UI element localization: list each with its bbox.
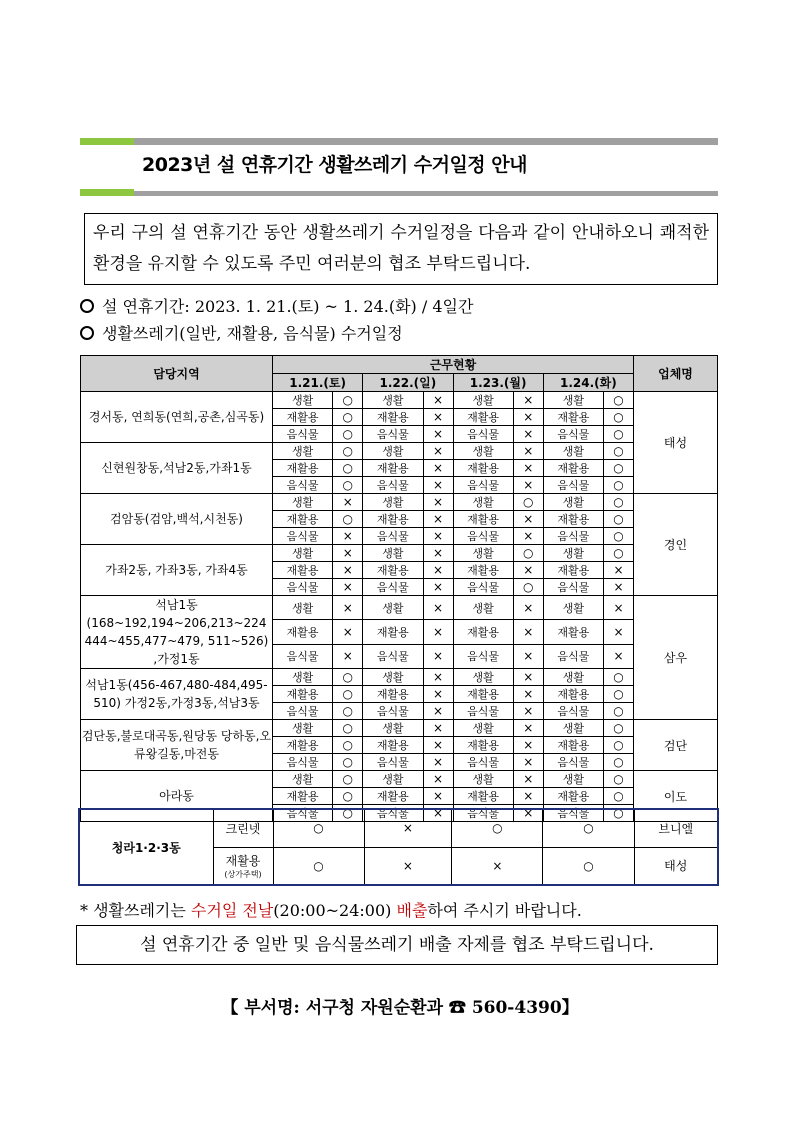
cheongna-mark: ○ xyxy=(452,809,543,847)
collection-mark: ○ xyxy=(333,443,363,460)
collection-mark: ○ xyxy=(333,409,363,426)
waste-type: 생활 xyxy=(273,443,333,460)
waste-type: 음식물 xyxy=(543,703,603,720)
collection-mark: ○ xyxy=(333,703,363,720)
collection-mark: × xyxy=(423,669,453,686)
collection-mark: ○ xyxy=(604,720,634,737)
waste-type: 생활 xyxy=(543,545,603,562)
collection-mark: ○ xyxy=(333,426,363,443)
waste-type: 음식물 xyxy=(363,703,423,720)
waste-type: 생활 xyxy=(453,443,513,460)
collection-mark: × xyxy=(333,528,363,545)
waste-type: 재활용 xyxy=(273,788,333,805)
intro-box: 우리 구의 설 연휴기간 동안 생활쓰레기 수거일정을 다음과 같이 안내하오니 쾌적한 환경을 유지할 수 있도록 주민 여러분의 협조 부탁드립니다. xyxy=(84,213,718,285)
waste-type: 음식물 xyxy=(543,805,603,822)
collection-mark: × xyxy=(423,443,453,460)
waste-type: 음식물 xyxy=(273,805,333,822)
waste-type: 음식물 xyxy=(273,644,333,668)
collection-mark: ○ xyxy=(604,805,634,822)
collection-mark: × xyxy=(513,562,543,579)
collection-mark: × xyxy=(513,771,543,788)
waste-type: 생활 xyxy=(363,771,423,788)
collection-mark: ○ xyxy=(604,409,634,426)
waste-type: 생활 xyxy=(543,596,603,620)
title-green-accent-bottom xyxy=(80,189,134,196)
header-area: 담당지역 xyxy=(81,356,273,392)
note-highlight-dispose: 배출 xyxy=(396,901,428,920)
title-top-bar xyxy=(80,138,718,145)
area-name: 석남1동(456-467,480-484,495-510) 가정2동,가정3동,석남3동 xyxy=(81,669,273,720)
waste-type: 재활용 xyxy=(363,562,423,579)
waste-type: 음식물 xyxy=(453,644,513,668)
company-name: 검단 xyxy=(634,720,718,771)
collection-mark: × xyxy=(513,720,543,737)
waste-type: 재활용 xyxy=(543,409,603,426)
cheongna-area: 청라1·2·3동 xyxy=(79,809,213,885)
collection-mark: ○ xyxy=(604,669,634,686)
cheongna-mark: × xyxy=(364,809,452,847)
waste-type: 음식물 xyxy=(363,805,423,822)
waste-type: 음식물 xyxy=(543,426,603,443)
collection-mark: ○ xyxy=(604,443,634,460)
waste-type: 음식물 xyxy=(453,528,513,545)
collection-mark: × xyxy=(604,620,634,644)
waste-type: 음식물 xyxy=(363,426,423,443)
waste-type: 재활용 xyxy=(363,620,423,644)
waste-type: 재활용 xyxy=(453,460,513,477)
table-row xyxy=(81,669,718,686)
header-date: 1.23.(월) xyxy=(453,374,543,392)
collection-mark: × xyxy=(423,686,453,703)
collection-mark: × xyxy=(423,720,453,737)
waste-type: 재활용 xyxy=(543,737,603,754)
waste-type: 생활 xyxy=(453,771,513,788)
table-row xyxy=(81,443,718,460)
waste-type: 생활 xyxy=(273,596,333,620)
collection-mark: × xyxy=(423,754,453,771)
waste-type: 생활 xyxy=(363,545,423,562)
area-name: 가좌2동, 가좌3동, 가좌4동 xyxy=(81,545,273,596)
disposal-note xyxy=(80,898,582,921)
table-row xyxy=(81,494,718,511)
waste-type: 음식물 xyxy=(453,703,513,720)
header-company: 업체명 xyxy=(634,356,718,392)
waste-type: 음식물 xyxy=(273,579,333,596)
waste-type: 음식물 xyxy=(273,754,333,771)
waste-type: 생활 xyxy=(453,392,513,409)
collection-mark: × xyxy=(333,620,363,644)
collection-mark: ○ xyxy=(333,686,363,703)
collection-mark: ○ xyxy=(333,720,363,737)
waste-type: 음식물 xyxy=(273,426,333,443)
cheongna-mark: ○ xyxy=(543,847,634,885)
schedule-table xyxy=(80,355,718,822)
header-date: 1.22.(일) xyxy=(363,374,453,392)
collection-mark: × xyxy=(423,620,453,644)
waste-type: 생활 xyxy=(273,494,333,511)
collection-mark: × xyxy=(513,443,543,460)
table-row xyxy=(81,392,718,409)
collection-mark: × xyxy=(423,494,453,511)
area-name: 경서동, 연희동(연희,공촌,심곡동) xyxy=(81,392,273,443)
collection-mark: ○ xyxy=(513,494,543,511)
collection-mark: × xyxy=(423,528,453,545)
cheongna-type xyxy=(213,847,273,885)
waste-type: 재활용 xyxy=(453,686,513,703)
waste-type: 음식물 xyxy=(363,579,423,596)
collection-mark: × xyxy=(513,511,543,528)
waste-type: 생활 xyxy=(273,771,333,788)
department-contact: 【 부서명: 서구청 자원순환과 ☎ 560-4390】 xyxy=(221,998,579,1018)
waste-type: 재활용 xyxy=(453,737,513,754)
waste-type: 음식물 xyxy=(453,754,513,771)
collection-mark: ○ xyxy=(604,686,634,703)
collection-mark: × xyxy=(513,737,543,754)
collection-mark: × xyxy=(604,596,634,620)
circle-bullet-icon xyxy=(80,326,94,340)
collection-mark: × xyxy=(513,477,543,494)
waste-type: 음식물 xyxy=(543,579,603,596)
collection-mark: × xyxy=(333,494,363,511)
collection-mark: × xyxy=(423,562,453,579)
collection-mark: × xyxy=(423,545,453,562)
area-name: 석남1동(168~192,194~206,213~224 444~455,477~479, 511~526) ,가정1동 xyxy=(81,596,273,669)
collection-mark: × xyxy=(513,669,543,686)
collection-mark: ○ xyxy=(604,737,634,754)
waste-type: 재활용 xyxy=(363,686,423,703)
waste-type: 재활용 xyxy=(273,737,333,754)
waste-type: 재활용 xyxy=(453,620,513,644)
circle-bullet-icon xyxy=(80,299,94,313)
waste-type: 생활 xyxy=(363,392,423,409)
waste-type: 재활용 xyxy=(273,460,333,477)
cheongna-mark: ○ xyxy=(273,809,364,847)
waste-type: 생활 xyxy=(453,720,513,737)
waste-type: 음식물 xyxy=(543,528,603,545)
waste-type: 음식물 xyxy=(453,426,513,443)
collection-mark: × xyxy=(513,426,543,443)
waste-type: 음식물 xyxy=(363,754,423,771)
waste-type: 생활 xyxy=(363,494,423,511)
area-name: 검단동,불로대곡동,원당동 당하동,오류왕길동,마전동 xyxy=(81,720,273,771)
header-status: 근무현황 xyxy=(273,356,634,374)
collection-mark: ○ xyxy=(604,788,634,805)
cheongna-type-label: 재활용 xyxy=(225,853,261,868)
collection-mark: ○ xyxy=(513,545,543,562)
cheongna-mark: ○ xyxy=(273,847,364,885)
waste-type: 재활용 xyxy=(273,511,333,528)
title-bottom-bar xyxy=(134,191,718,196)
waste-type: 재활용 xyxy=(363,460,423,477)
waste-type: 재활용 xyxy=(543,562,603,579)
title-banner xyxy=(80,138,718,198)
collection-mark: × xyxy=(423,392,453,409)
collection-mark: × xyxy=(423,771,453,788)
waste-type: 재활용 xyxy=(543,620,603,644)
collection-mark: ○ xyxy=(604,528,634,545)
waste-type: 생활 xyxy=(363,443,423,460)
collection-mark: × xyxy=(423,426,453,443)
waste-type: 생활 xyxy=(363,720,423,737)
waste-type: 생활 xyxy=(363,596,423,620)
cheongna-mark: ○ xyxy=(543,809,634,847)
collection-mark: × xyxy=(423,737,453,754)
cheongna-mark: × xyxy=(452,847,543,885)
collection-mark: × xyxy=(604,644,634,668)
bullet-text: 생활쓰레기(일반, 재활용, 음식물) 수거일정 xyxy=(102,324,403,343)
waste-type: 생활 xyxy=(363,669,423,686)
note-suffix: 하여 주시기 바랍니다. xyxy=(427,901,582,920)
header-date: 1.24.(화) xyxy=(543,374,633,392)
area-name: 아라동 xyxy=(81,771,273,822)
waste-type: 음식물 xyxy=(453,477,513,494)
waste-type: 재활용 xyxy=(363,737,423,754)
collection-mark: × xyxy=(423,644,453,668)
waste-type: 생활 xyxy=(543,720,603,737)
waste-type: 생활 xyxy=(543,669,603,686)
waste-type: 음식물 xyxy=(363,644,423,668)
waste-type: 생활 xyxy=(453,494,513,511)
collection-mark: ○ xyxy=(604,703,634,720)
waste-type: 음식물 xyxy=(543,477,603,494)
waste-type: 생활 xyxy=(543,392,603,409)
waste-type: 음식물 xyxy=(543,644,603,668)
waste-type: 생활 xyxy=(273,669,333,686)
collection-mark: × xyxy=(333,562,363,579)
collection-mark: × xyxy=(513,528,543,545)
collection-mark: ○ xyxy=(604,460,634,477)
header-date: 1.21.(토) xyxy=(273,374,363,392)
collection-mark: × xyxy=(423,409,453,426)
bullet-collection-schedule xyxy=(80,321,403,344)
cheongna-type-sub: (상가주택) xyxy=(224,869,262,879)
waste-type: 음식물 xyxy=(363,528,423,545)
bullet-text: 설 연휴기간: 2023. 1. 21.(토) ~ 1. 24.(화) / 4일간 xyxy=(102,297,474,316)
note-time: (20:00~24:00) xyxy=(273,901,397,920)
collection-mark: ○ xyxy=(333,737,363,754)
collection-mark: × xyxy=(423,596,453,620)
collection-mark: ○ xyxy=(604,477,634,494)
collection-mark: × xyxy=(513,754,543,771)
collection-mark: × xyxy=(333,644,363,668)
waste-type: 재활용 xyxy=(273,620,333,644)
collection-mark: ○ xyxy=(333,477,363,494)
note-prefix: * 생활쓰레기는 xyxy=(80,901,191,920)
bullet-holiday-period xyxy=(80,294,473,317)
company-name: 경인 xyxy=(634,494,718,596)
waste-type: 재활용 xyxy=(543,788,603,805)
waste-type: 재활용 xyxy=(543,511,603,528)
collection-mark: ○ xyxy=(333,805,363,822)
waste-type: 생활 xyxy=(453,545,513,562)
collection-mark: × xyxy=(423,703,453,720)
collection-mark: × xyxy=(513,788,543,805)
collection-mark: ○ xyxy=(513,579,543,596)
collection-mark: × xyxy=(423,477,453,494)
collection-mark: ○ xyxy=(333,392,363,409)
waste-type: 음식물 xyxy=(543,754,603,771)
collection-mark: × xyxy=(513,596,543,620)
waste-type: 음식물 xyxy=(453,579,513,596)
collection-mark: × xyxy=(513,644,543,668)
waste-type: 재활용 xyxy=(453,511,513,528)
waste-type: 생활 xyxy=(543,494,603,511)
collection-mark: × xyxy=(333,579,363,596)
table-row xyxy=(81,545,718,562)
waste-type: 생활 xyxy=(543,443,603,460)
waste-type: 재활용 xyxy=(543,686,603,703)
collection-mark: × xyxy=(513,686,543,703)
collection-mark: × xyxy=(604,562,634,579)
waste-type: 음식물 xyxy=(363,477,423,494)
table-row xyxy=(81,596,718,620)
collection-mark: × xyxy=(513,460,543,477)
waste-type: 재활용 xyxy=(273,686,333,703)
cheongna-company: 브니엘 xyxy=(634,809,718,847)
waste-type: 재활용 xyxy=(363,788,423,805)
waste-type: 음식물 xyxy=(453,805,513,822)
collection-mark: ○ xyxy=(604,771,634,788)
table-row xyxy=(81,771,718,788)
waste-type: 재활용 xyxy=(453,562,513,579)
collection-mark: ○ xyxy=(333,788,363,805)
collection-mark: × xyxy=(423,579,453,596)
collection-mark: × xyxy=(513,703,543,720)
title-green-accent-top xyxy=(80,138,134,145)
waste-type: 생활 xyxy=(273,720,333,737)
collection-mark: ○ xyxy=(333,771,363,788)
waste-type: 음식물 xyxy=(273,703,333,720)
page-title: 2023년 설 연휴기간 생활쓰레기 수거일정 안내 xyxy=(142,154,527,176)
cheongna-company: 태성 xyxy=(634,847,718,885)
area-name: 신현원창동,석남2동,가좌1동 xyxy=(81,443,273,494)
cheongna-type: 크린넷 xyxy=(213,809,273,847)
collection-mark: × xyxy=(423,805,453,822)
waste-type: 재활용 xyxy=(363,511,423,528)
collection-mark: × xyxy=(513,620,543,644)
area-name: 검암동(검암,백석,시천동) xyxy=(81,494,273,545)
note-highlight-day: 수거일 전날 xyxy=(190,901,274,920)
waste-type: 생활 xyxy=(453,596,513,620)
waste-type: 생활 xyxy=(273,392,333,409)
company-name: 이도 xyxy=(634,771,718,822)
collection-mark: × xyxy=(423,460,453,477)
collection-mark: ○ xyxy=(604,392,634,409)
collection-mark: ○ xyxy=(333,754,363,771)
collection-mark: ○ xyxy=(333,511,363,528)
waste-type: 생활 xyxy=(543,771,603,788)
waste-type: 생활 xyxy=(273,545,333,562)
collection-mark: ○ xyxy=(604,494,634,511)
company-name: 삼우 xyxy=(634,596,718,720)
collection-mark: × xyxy=(513,805,543,822)
waste-type: 음식물 xyxy=(273,528,333,545)
cheongna-table xyxy=(78,808,719,886)
collection-mark: ○ xyxy=(604,426,634,443)
company-name: 태성 xyxy=(634,392,718,494)
collection-mark: ○ xyxy=(333,460,363,477)
waste-type: 재활용 xyxy=(453,788,513,805)
waste-type: 재활용 xyxy=(273,562,333,579)
cheongna-mark: × xyxy=(364,847,452,885)
request-box: 설 연휴기간 중 일반 및 음식물쓰레기 배출 자제를 협조 부탁드립니다. xyxy=(76,925,718,965)
waste-type: 재활용 xyxy=(363,409,423,426)
collection-mark: ○ xyxy=(604,545,634,562)
collection-mark: × xyxy=(333,596,363,620)
waste-type: 생활 xyxy=(453,669,513,686)
collection-mark: × xyxy=(604,579,634,596)
waste-type: 재활용 xyxy=(453,409,513,426)
collection-mark: × xyxy=(423,788,453,805)
collection-mark: ○ xyxy=(604,511,634,528)
collection-mark: ○ xyxy=(333,669,363,686)
table-row xyxy=(81,720,718,737)
collection-mark: × xyxy=(513,409,543,426)
waste-type: 음식물 xyxy=(273,477,333,494)
collection-mark: × xyxy=(423,511,453,528)
waste-type: 재활용 xyxy=(273,409,333,426)
collection-mark: ○ xyxy=(604,754,634,771)
collection-mark: × xyxy=(513,392,543,409)
collection-mark: × xyxy=(333,545,363,562)
waste-type: 재활용 xyxy=(543,460,603,477)
